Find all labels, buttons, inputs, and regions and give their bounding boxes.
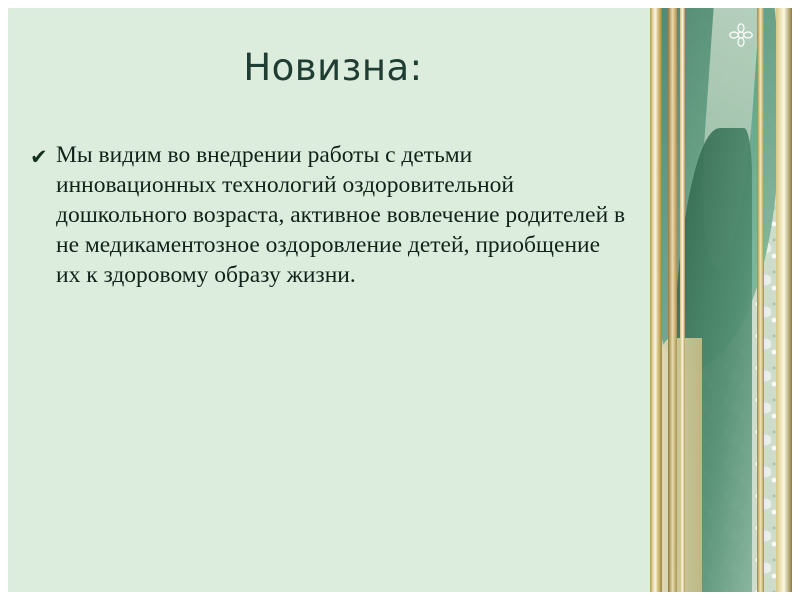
checkmark-icon: ✔ (30, 145, 48, 169)
slide-border-left (0, 0, 8, 600)
decorative-side-panel (650, 8, 792, 592)
slide-border-bottom (0, 592, 800, 600)
list-item-text: Мы видим во внедрении работы с детьми инновационных технологий оздоровительной дошкольного возраста, активное вовлечение родителей в не медикаментозное оздоровление детей, приобщение их к здоровому образу жизни. (56, 142, 626, 288)
slide-border-right (792, 0, 800, 600)
gold-strip-inner (668, 8, 677, 592)
bullet-list (30, 140, 630, 300)
slide-content (8, 8, 658, 592)
gold-strip-thin (680, 8, 685, 592)
page-title: Новизна: (243, 46, 423, 89)
gold-strip-edge (776, 8, 792, 592)
list-item (30, 140, 630, 290)
slide-border-top (0, 0, 800, 8)
flower-icon (728, 22, 754, 48)
gold-strip-right-inner (757, 8, 764, 592)
